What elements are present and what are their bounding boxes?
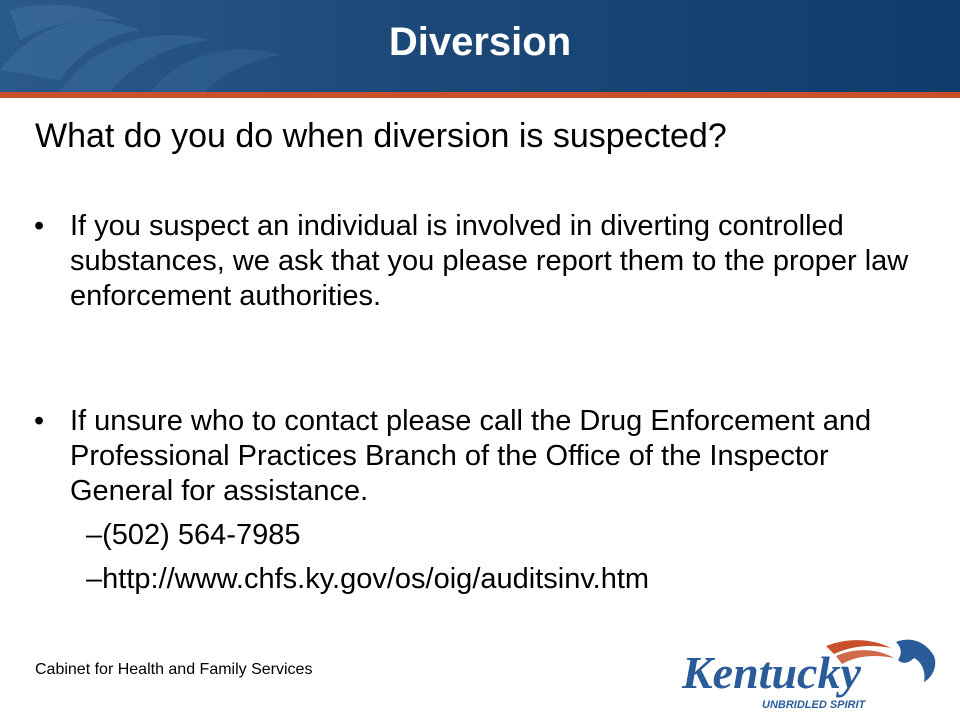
dash-icon: – (86, 563, 103, 595)
bullet-text: If you suspect an individual is involved in diverting controlled substances, we ask that you please report them to the proper law enforcement authorities. (70, 210, 909, 312)
website-link[interactable]: http://www.chfs.ky.gov/os/oig/auditsinv.htm (102, 563, 650, 595)
footer-org-name: Cabinet for Health and Family Services (35, 661, 313, 678)
header-banner (0, 0, 960, 92)
bullet-item (34, 404, 914, 509)
dash-icon: – (86, 519, 103, 551)
slide-subtitle: What do you do when diversion is suspected? (35, 117, 727, 155)
logo-wordmark: Kentucky (682, 647, 861, 698)
sub-item-url[interactable] (86, 562, 649, 597)
bullet-icon: • (34, 405, 45, 437)
kentucky-logo (676, 634, 946, 714)
phone-number: (502) 564-7985 (102, 519, 301, 551)
bullet-text: If unsure who to contact please call the Drug Enforcement and Professional Practices Branch of the Office of the Inspector General for assistance. (70, 405, 872, 507)
bullet-item (34, 209, 914, 314)
bullet-icon: • (34, 210, 45, 242)
header-stripe (0, 92, 960, 98)
sub-item-phone (86, 518, 300, 553)
logo-tagline: UNBRIDLED SPIRIT (762, 699, 866, 711)
slide-title: Diversion (388, 20, 572, 64)
